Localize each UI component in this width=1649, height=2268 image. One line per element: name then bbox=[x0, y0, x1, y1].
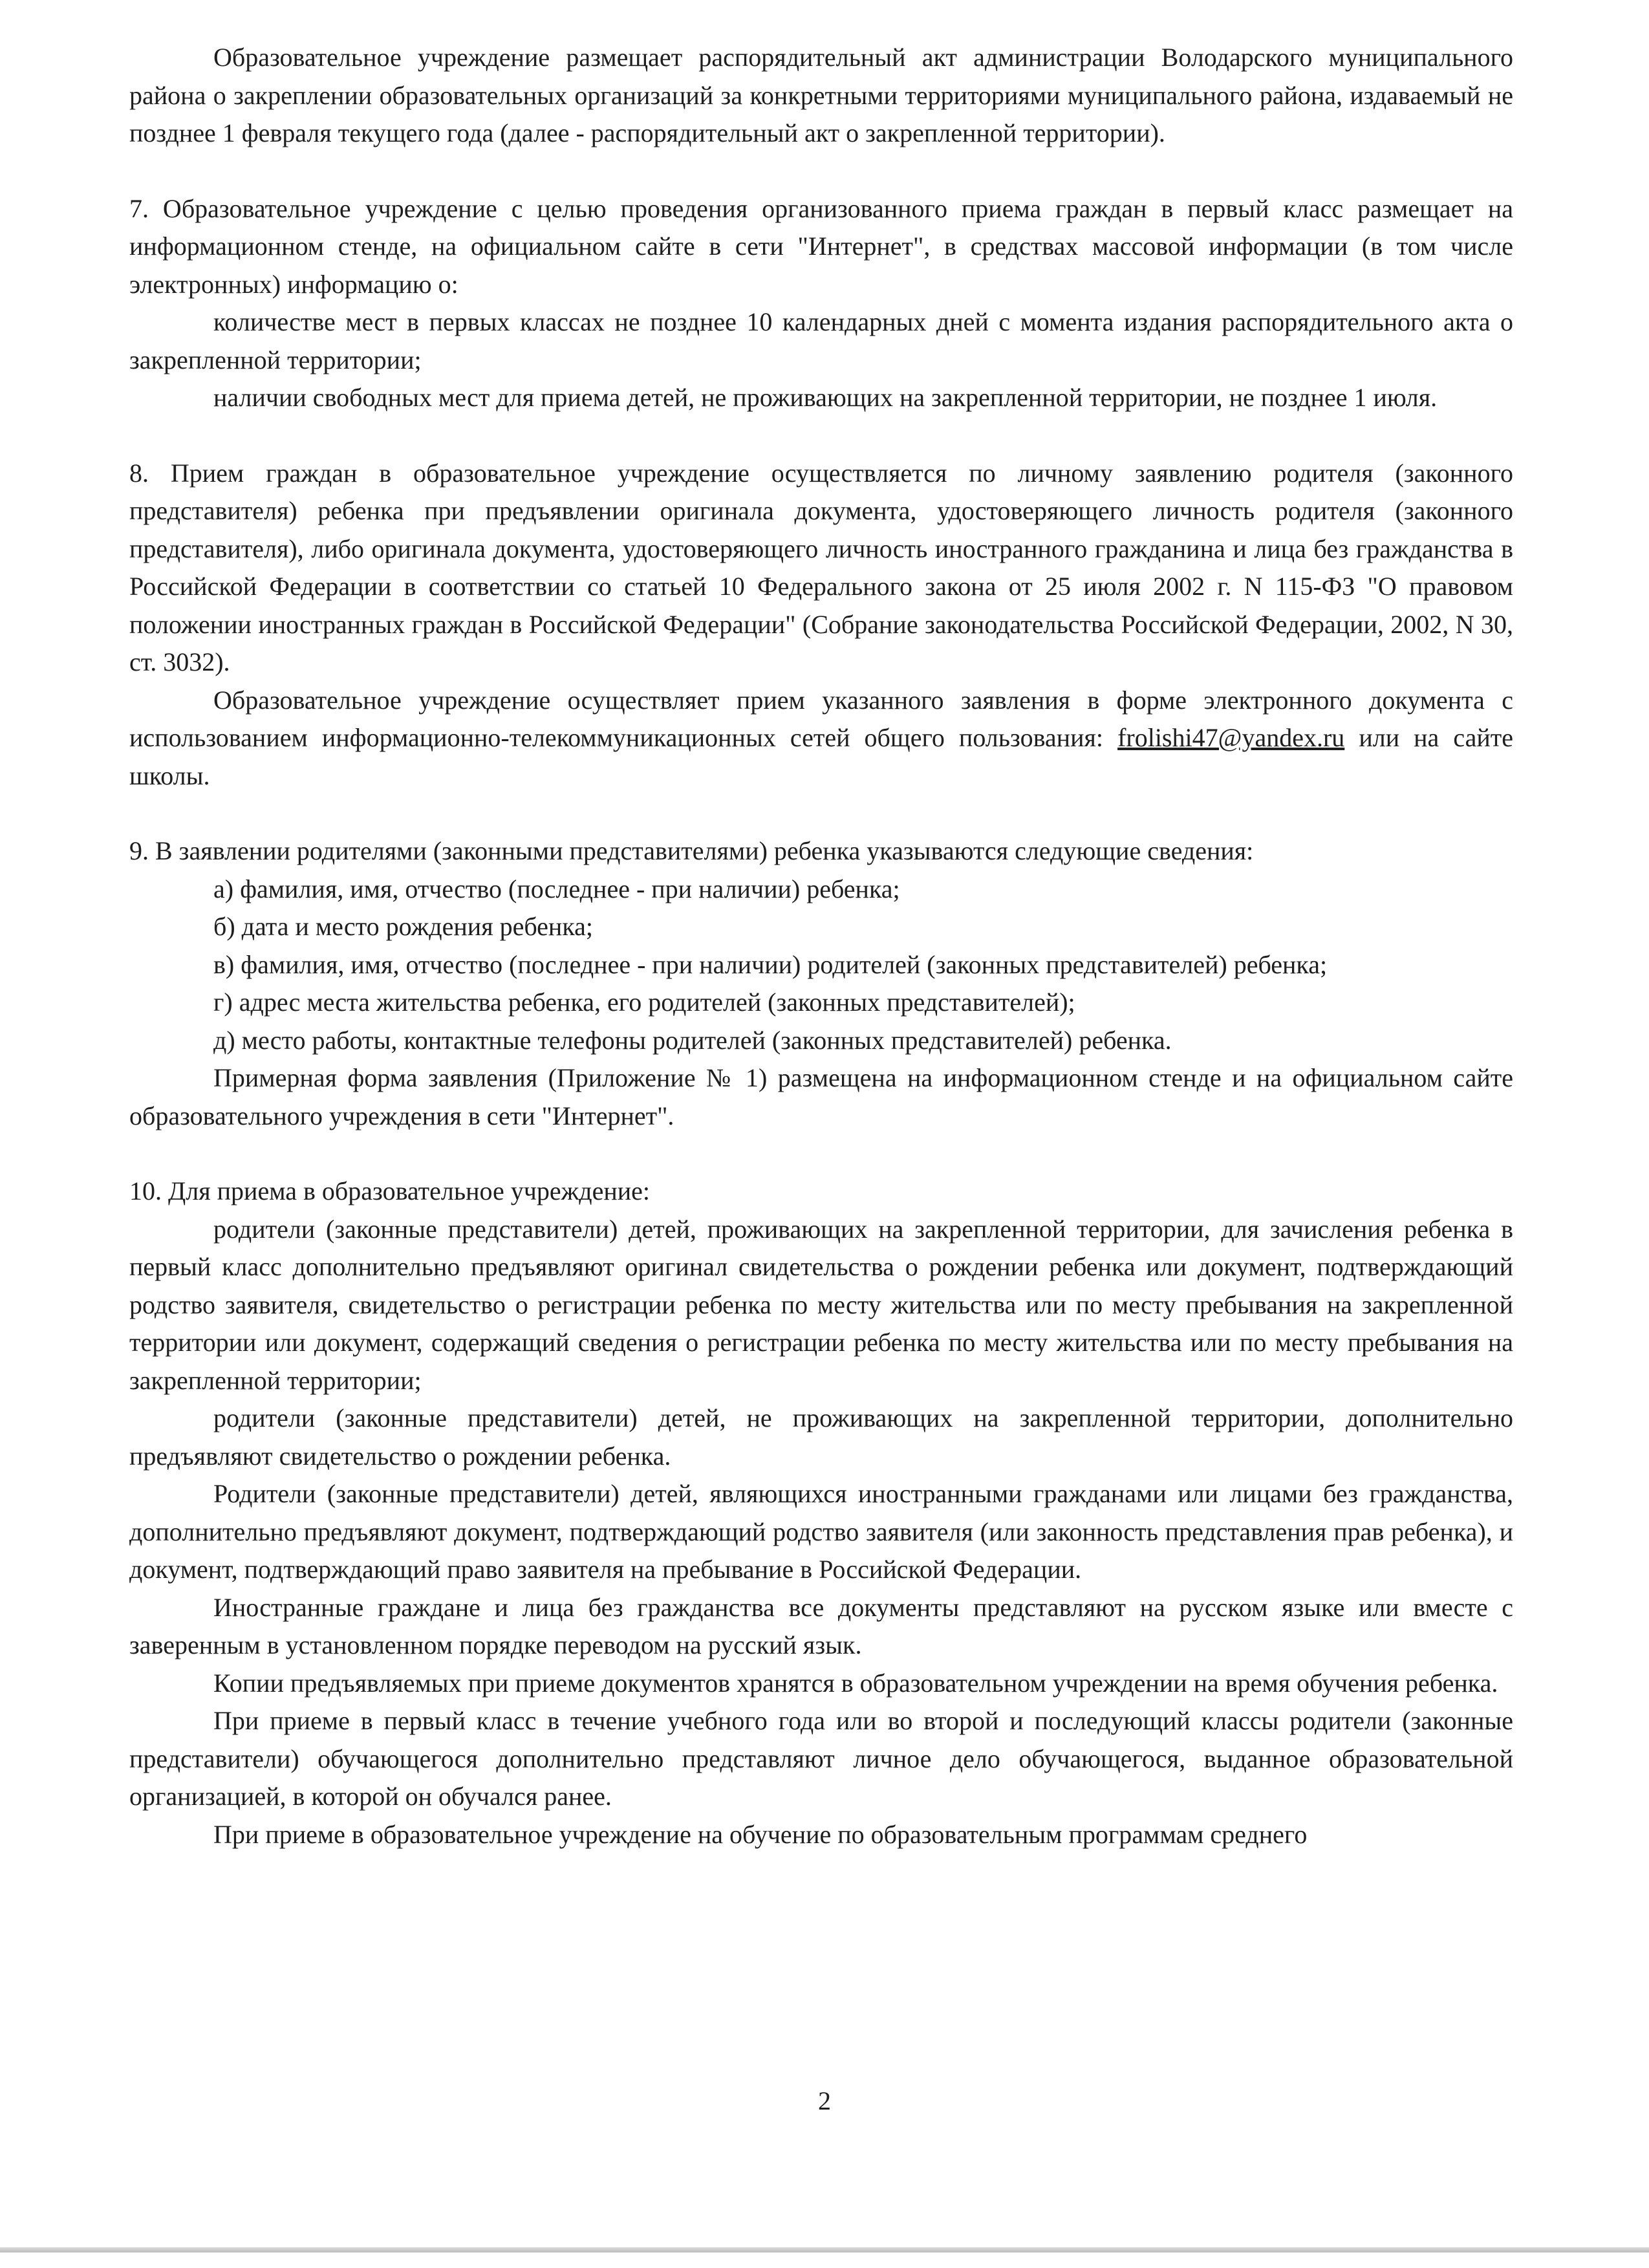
spacer bbox=[129, 795, 1513, 832]
document-body bbox=[129, 39, 1513, 1853]
section-8-paragraph-2-end: или на сайте школы. bbox=[129, 723, 1513, 790]
section-10-intro: 10. Для приема в образовательное учреждение: bbox=[129, 1176, 651, 1205]
section-10-paragraph-5: Копии предъявляемых при приеме документов хранятся в образовательном учреждении на время обучения ребенка. bbox=[213, 1668, 1498, 1698]
section-9-outro: Примерная форма заявления (Приложение № 1) размещена на информационном стенде и на официальном сайте образовательного учреждения в сети "Интернет". bbox=[129, 1063, 1513, 1130]
section-10-paragraph-4: Иностранные граждане и лица без гражданства все документы представляют на русском языке или вместе с заверенным в установленном порядке переводом на русский язык. bbox=[129, 1592, 1513, 1659]
page-number: 2 bbox=[818, 2086, 831, 2115]
section-10-paragraph-6: При приеме в первый класс в течение учебного года или во второй и последующий классы родители (законные представители) обучающегося дополнительно представляют личное дело обучающегося, выданное образовательной организацией, в которой он обучался ранее. bbox=[129, 1706, 1513, 1811]
section-8-paragraph-1: 8. Прием граждан в образовательное учреждение осуществляется по личному заявлению родителя (законного представителя) ребенка при предъявлении оригинала документа, удостоверяющего личность родителя (законного представителя), либо оригинала документа, удостоверяющего личность иностранного гражданина и лица без гражданства в Российской Федерации в соответствии со статьей 10 Федерального закона от 25 июля 2002 г. N 115-ФЗ "О правовом положении иностранных граждан в Российской Федерации" (Собрание законодательства Российской Федерации, 2002, N 30, ст. 3032). bbox=[129, 458, 1513, 676]
section-9-item-e: д) место работы, контактные телефоны родителей (законных представителей) ребенка. bbox=[213, 1025, 1172, 1055]
section-9-item-d: г) адрес места жительства ребенка, его родителей (законных представителей); bbox=[213, 988, 1075, 1017]
scan-bottom-edge bbox=[0, 2247, 1649, 2252]
section-9-item-b: б) дата и место рождения ребенка; bbox=[213, 912, 594, 941]
section-9-intro: 9. В заявлении родителями (законными представителями) ребенка указываются следующие сведения: bbox=[129, 836, 1254, 865]
section-9-item-a: а) фамилия, имя, отчество (последнее - при наличии) ребенка; bbox=[213, 874, 900, 903]
spacer bbox=[129, 153, 1513, 190]
spacer bbox=[129, 1135, 1513, 1172]
section-10-paragraph-1: родители (законные представители) детей, проживающих на закрепленной территории, для зачисления ребенка в первый класс дополнительно предъявляют оригинал свидетельства о рождении ребенка или документ, подтверждающий родство заявителя, свидетельство о регистрации ребенка по месту жительства или по месту пребывания на закрепленной территории или документ, содержащий сведения о регистрации ребенка по месту жительства или по месту пребывания на закрепленной территории; bbox=[129, 1214, 1513, 1395]
section-7-intro: 7. Образовательное учреждение с целью проведения организованного приема граждан в первый класс размещает на информационном стенде, на официальном сайте в сети "Интернет", в средствах массовой информации (в том числе электронных) информацию о: bbox=[129, 193, 1513, 299]
paragraph-territory-act: Образовательное учреждение размещает распорядительный акт администрации Володарского муниципального района о закреплении образовательных организаций за конкретными территориями муниципального района, издаваемый не позднее 1 февраля текущего года (далее - распорядительный акт о закрепленной территории). bbox=[129, 43, 1513, 147]
section-10-paragraph-3: Родители (законные представители) детей, являющихся иностранными гражданами или лицами без гражданства, дополнительно предъявляют документ, подтверждающий родство заявителя (или законность представления прав ребенка), и документ, подтверждающий право заявителя на пребывание в Российской Федерации. bbox=[129, 1479, 1513, 1584]
section-7-item-1: количестве мест в первых классах не позднее 10 календарных дней с момента издания распорядительного акта о закрепленной территории; bbox=[129, 307, 1513, 374]
section-10-paragraph-7: При приеме в образовательное учреждение на обучение по образовательным программам среднего bbox=[213, 1819, 1308, 1849]
spacer bbox=[129, 417, 1513, 455]
section-9-item-c: в) фамилия, имя, отчество (последнее - при наличии) родителей (законных представителей) ребенка; bbox=[213, 949, 1328, 979]
section-7-item-2: наличии свободных мест для приема детей, не проживающих на закрепленной территории, не позднее 1 июля. bbox=[213, 383, 1438, 412]
section-8-paragraph-2 bbox=[129, 682, 1513, 795]
section-10-paragraph-2: родители (законные представители) детей, не проживающих на закрепленной территории, дополнительно предъявляют свидетельство о рождении ребенка. bbox=[129, 1403, 1513, 1471]
section-8-paragraph-2-text: Образовательное учреждение осуществляет прием указанного заявления в форме электронного документа с использованием информационно-телекоммуникационных сетей общего пользования: bbox=[129, 685, 1513, 752]
email-link[interactable]: frolishi47@yandex.ru bbox=[1117, 723, 1345, 752]
